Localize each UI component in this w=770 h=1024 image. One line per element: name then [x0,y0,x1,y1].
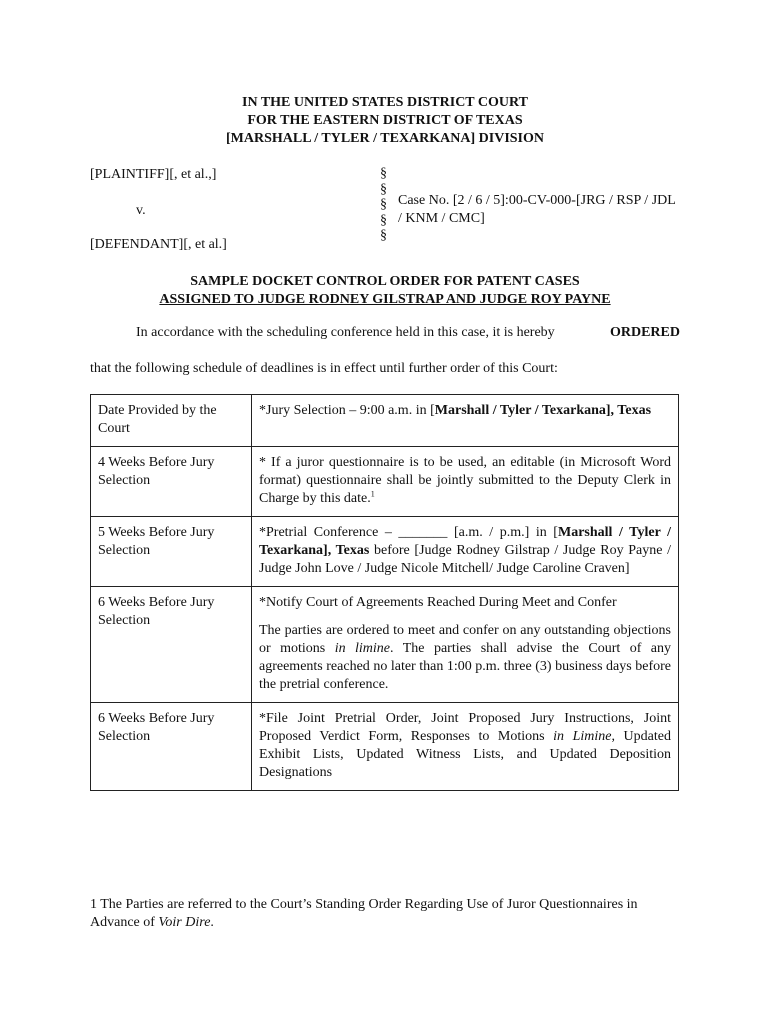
intro-line1 [90,324,680,342]
table-row [91,447,679,517]
intro-paragraph [90,324,680,376]
event-text: . The parties shall advise the Court of any agreements reached no later than 1:00 p.m. three (3) business days before the pretrial conference. [259,641,672,692]
versus-label: v. [136,203,146,218]
event-italic: in limine [334,641,391,656]
section-symbol: § [380,228,387,243]
event-location: Marshall / Tyler / Texarkana], Texas [259,525,671,558]
section-symbol: § [380,197,387,212]
deadline-date-cell: 4 Weeks Before Jury Selection [91,447,252,517]
defendant-name: [DEFENDANT][, et al.] [90,237,227,252]
order-title-line1: SAMPLE DOCKET CONTROL ORDER FOR PATENT CASES [190,274,580,289]
event-location: Marshall / Tyler / Texarkana], Texas [434,403,652,418]
event-text: The parties are ordered to meet and confer on any outstanding objections or motions [259,623,671,656]
event-text: * If a juror questionnaire is to be used, an editable (in Microsoft Word format) questionnaire shall be jointly submitted to the Deputy Clerk in Charge by this date. [259,455,671,506]
event-heading: *Notify Court of Agreements Reached During Meet and Confer [259,595,617,610]
section-symbol: § [380,166,387,181]
deadline-date-cell: 6 Weeks Before Jury Selection [91,703,252,791]
court-header-line3: [MARSHALL / TYLER / TEXARKANA] DIVISION [225,131,545,146]
schedule-table [90,394,679,791]
table-row [91,517,679,587]
deadline-event-cell [252,703,679,791]
court-header-line2: FOR THE EASTERN DISTRICT OF TEXAS [247,113,523,128]
table-row [91,703,679,791]
event-text: , Updated Exhibit Lists, Updated Witness Lists, and Updated Deposition Designations [259,729,671,780]
intro-continuation: that the following schedule of deadlines is in effect until further order of this Court: [90,361,558,376]
event-italic: in Limine [553,729,612,744]
event-text: *Jury Selection – 9:00 a.m. in [ [259,403,435,418]
ordered-label: ORDERED [609,325,680,340]
deadline-date-cell: 5 Weeks Before Jury Selection [91,517,252,587]
order-title [0,273,770,309]
table-row [91,587,679,703]
event-body [259,622,671,694]
footnote-italic: Voir Dire [158,915,211,930]
order-title-line2: ASSIGNED TO JUDGE RODNEY GILSTRAP AND JUDGE ROY PAYNE [159,292,611,307]
footnote [90,896,680,932]
section-symbol-column [380,166,392,244]
table-row [91,395,679,447]
footnote-end: . [210,915,214,930]
deadline-event-cell [252,517,679,587]
deadline-event-cell [252,395,679,447]
section-symbol: § [380,212,387,228]
intro-text: In accordance with the scheduling conference held in this case, it is hereby [136,325,555,340]
event-text: *File Joint Pretrial Order, Joint Proposed Jury Instructions, Joint Proposed Verdict Form, Responses to Motions [259,711,671,744]
footnote-ref: 1 [370,489,375,499]
deadline-event-cell [252,587,679,703]
court-header-line1: IN THE UNITED STATES DISTRICT COURT [242,95,528,110]
deadline-date-cell: 6 Weeks Before Jury Selection [91,587,252,703]
court-header [0,94,770,148]
case-number: Case No. [2 / 6 / 5]:00-CV-000-[JRG / RSP / JDL / KNM / CMC] [398,193,676,226]
event-text: *Pretrial Conference – _______ [a.m. / p.m.] in [ [259,525,558,540]
plaintiff-name: [PLAINTIFF][, et al.,] [90,167,217,182]
deadline-event-cell [252,447,679,517]
footnote-text: 1 The Parties are referred to the Court’s Standing Order Regarding Use of Juror Questionnaires in Advance of [90,897,638,930]
event-text: before [Judge Rodney Gilstrap / Judge Roy Payne / Judge John Love / Judge Nicole Mitchell/ Judge Caroline Craven] [259,543,671,576]
deadline-date-cell: Date Provided by the Court [91,395,252,447]
section-symbol: § [380,181,387,197]
